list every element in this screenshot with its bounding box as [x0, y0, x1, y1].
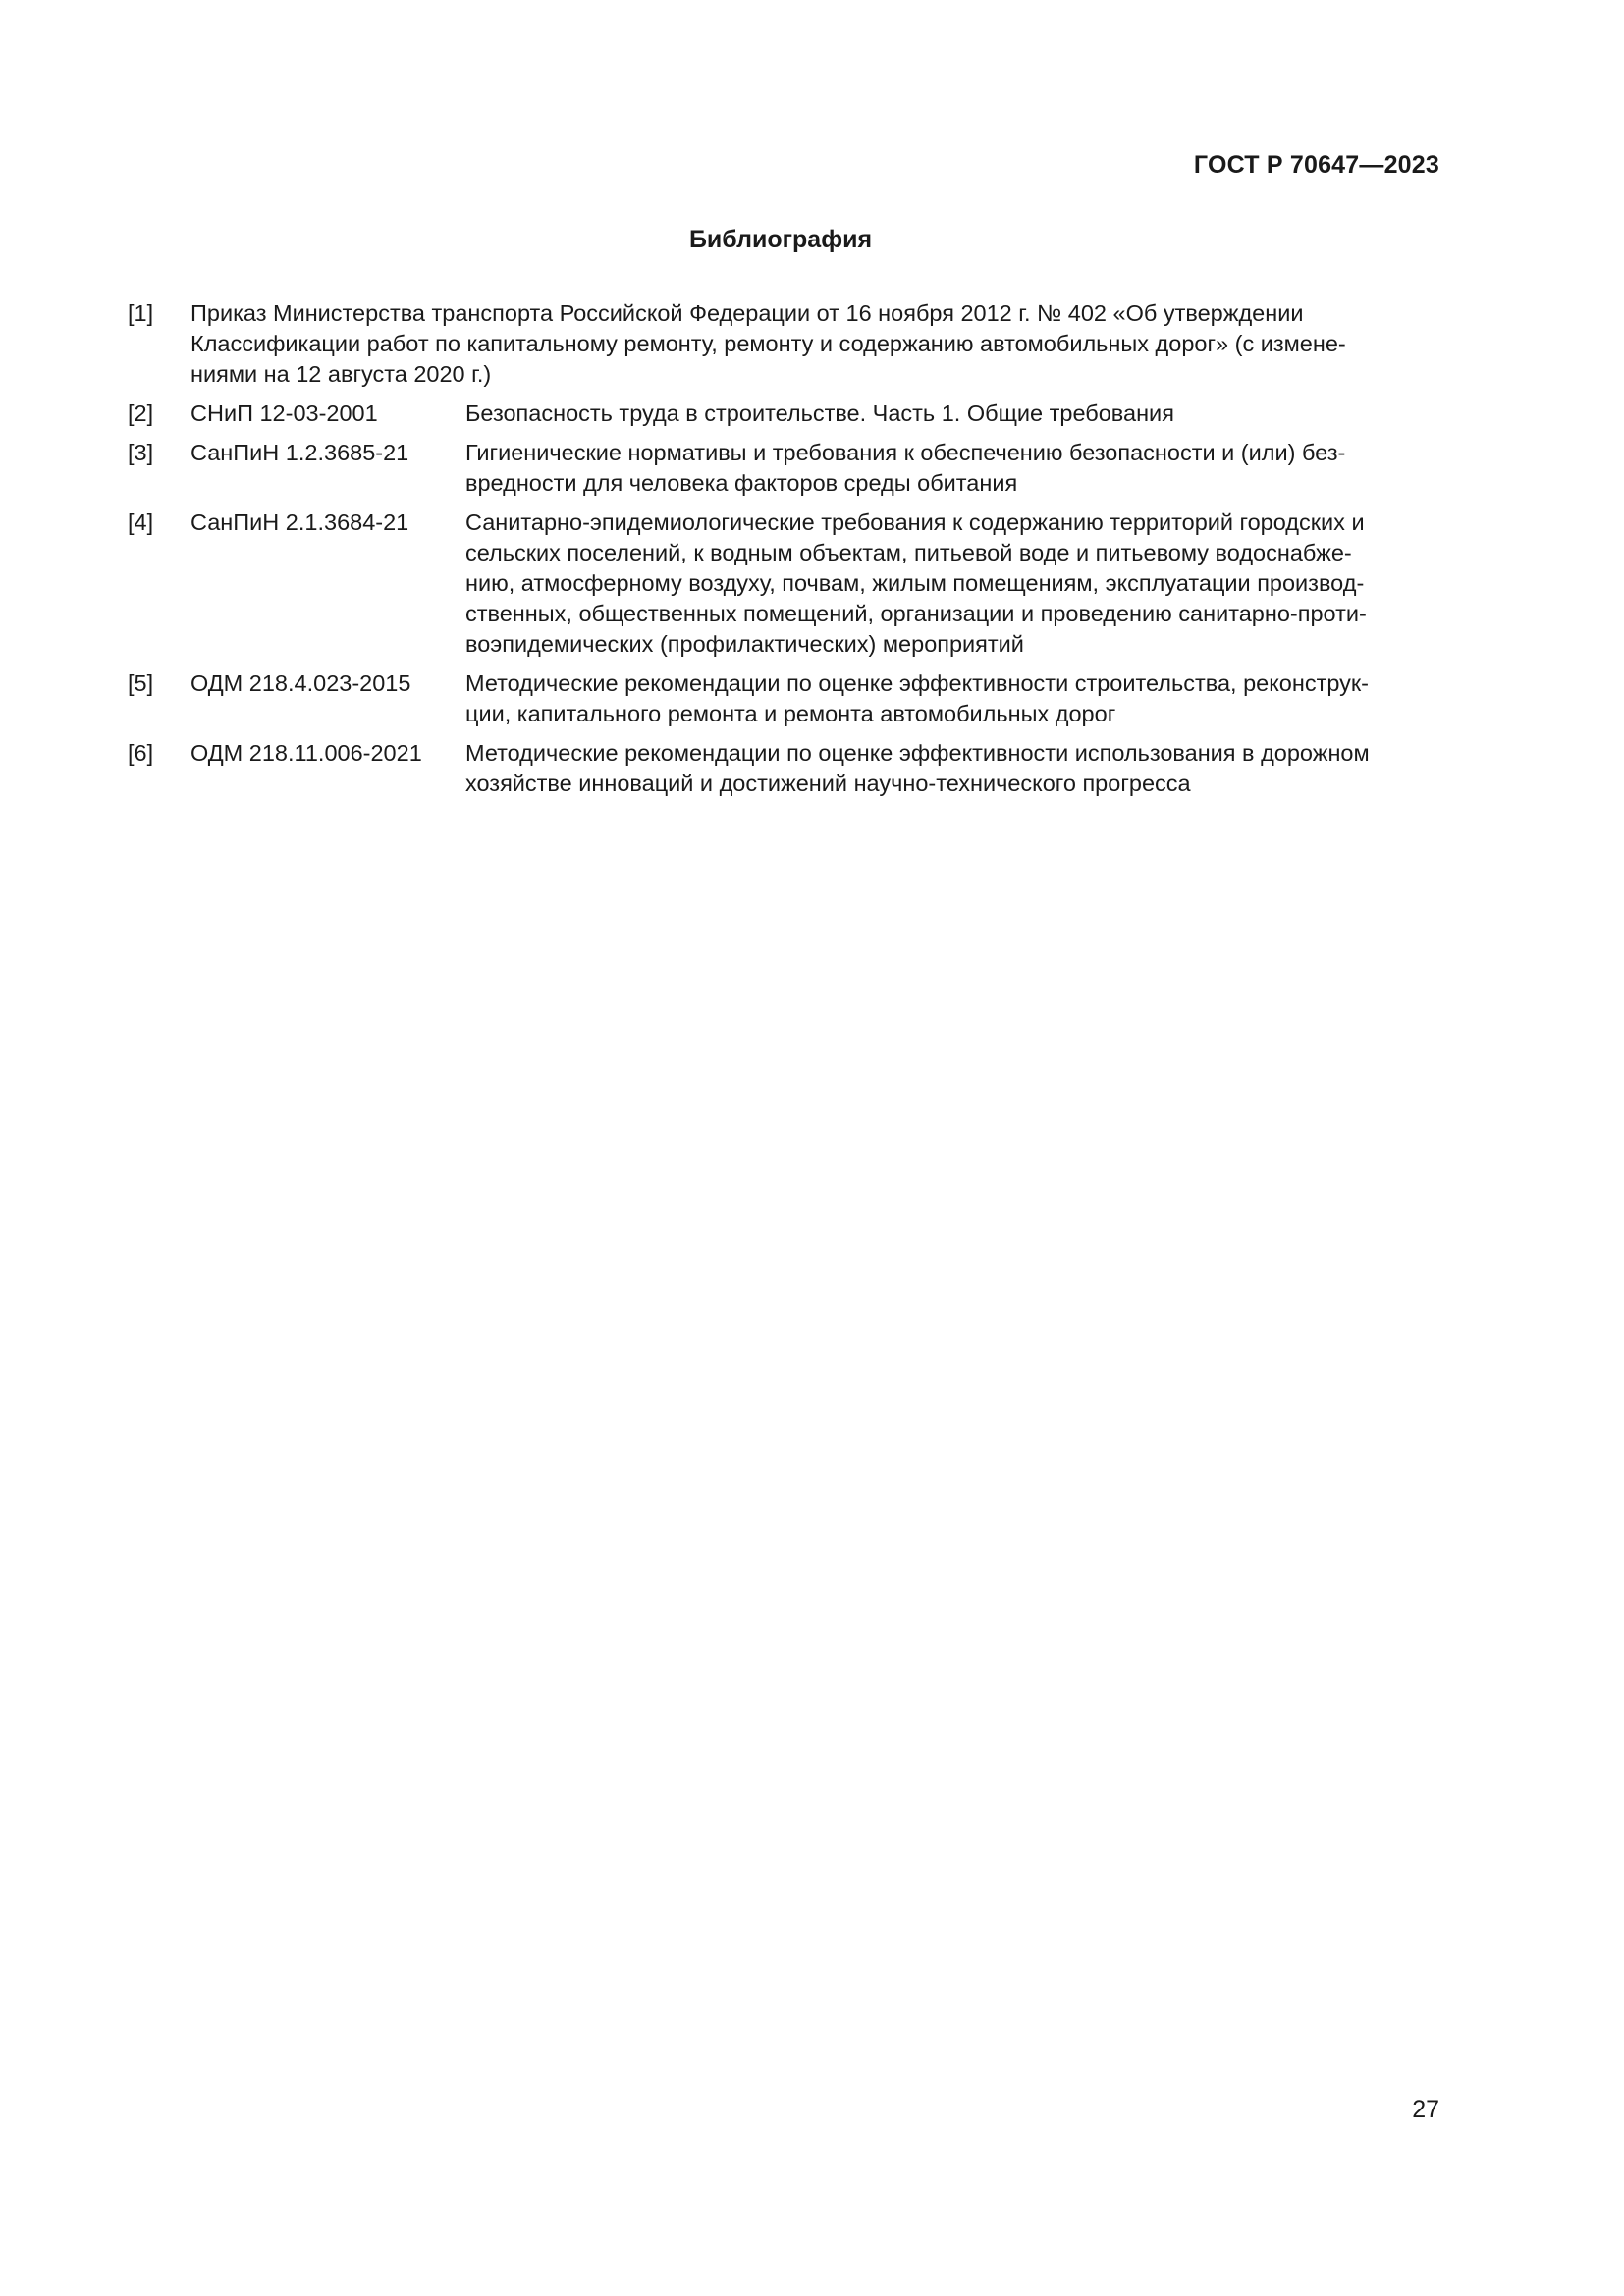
bibliography-list: [128, 298, 1434, 808]
entry-text: [190, 298, 1434, 390]
entry-text-line: хозяйстве инноваций и достижений научно-технического прогресса: [465, 771, 1191, 796]
entry-text-line: Безопасность труда в строительстве. Часть 1. Общие требования: [465, 400, 1174, 426]
entry-text-line: Методические рекомендации по оценке эффективности строительства, реконструк-: [465, 670, 1370, 696]
entry-text-line: ции, капитального ремонта и ремонта автомобильных дорог: [465, 701, 1116, 726]
bibliography-entry-1: [128, 298, 1434, 390]
entry-text-line: Методические рекомендации по оценке эффективности использования в дорожном: [465, 740, 1370, 766]
entry-text-line: Гигиенические нормативы и требования к обеспечению безопасности и (или) без-: [465, 440, 1346, 465]
bibliography-entry-4: [128, 507, 1434, 660]
entry-number: [3]: [128, 440, 154, 465]
page-number: 27: [1412, 2096, 1439, 2123]
entry-number: [6]: [128, 740, 154, 766]
entry-code: СанПиН 1.2.3685-21: [190, 440, 409, 465]
entry-text: [465, 668, 1434, 729]
entry-code: СанПиН 2.1.3684-21: [190, 509, 409, 535]
bibliography-entry-5: [128, 668, 1434, 729]
entry-code: ОДМ 218.11.006-2021: [190, 740, 422, 766]
entry-code: СНиП 12-03-2001: [190, 400, 378, 426]
bibliography-entry-6: [128, 738, 1434, 799]
bibliography-entry-2: [128, 399, 1434, 429]
entry-text-line: воэпидемических (профилактических) мероприятий: [465, 631, 1024, 657]
entry-number: [1]: [128, 300, 154, 326]
entry-text: [465, 399, 1434, 429]
bibliography-entry-3: [128, 438, 1434, 499]
entry-text: [465, 438, 1434, 499]
standard-designation: ГОСТ Р 70647—2023: [1193, 151, 1439, 179]
entry-text-line: сельских поселений, к водным объектам, питьевой воде и питьевому водоснабже-: [465, 540, 1352, 565]
entry-text-line: Приказ Министерства транспорта Российской Федерации от 16 ноября 2012 г. № 402 «Об утверждении: [190, 300, 1304, 326]
entry-number: [5]: [128, 670, 154, 696]
entry-number: [4]: [128, 509, 154, 535]
entry-text-line: вредности для человека факторов среды обитания: [465, 470, 1018, 496]
entry-code: ОДМ 218.4.023-2015: [190, 670, 411, 696]
entry-text-line: нию, атмосферному воздуху, почвам, жилым помещениям, эксплуатации производ-: [465, 570, 1365, 596]
entry-text-line: Классификации работ по капитальному ремонту, ремонту и содержанию автомобильных дорог» (с измене-: [190, 331, 1346, 356]
entry-text-line: Санитарно-эпидемиологические требования к содержанию территорий городских и: [465, 509, 1365, 535]
page-title: Библиография: [688, 226, 873, 253]
entry-text-line: ниями на 12 августа 2020 г.): [190, 361, 492, 387]
entry-text: [465, 507, 1434, 660]
entry-text-line: ственных, общественных помещений, организации и проведению санитарно-проти-: [465, 601, 1367, 626]
entry-number: [2]: [128, 400, 154, 426]
entry-text: [465, 738, 1434, 799]
